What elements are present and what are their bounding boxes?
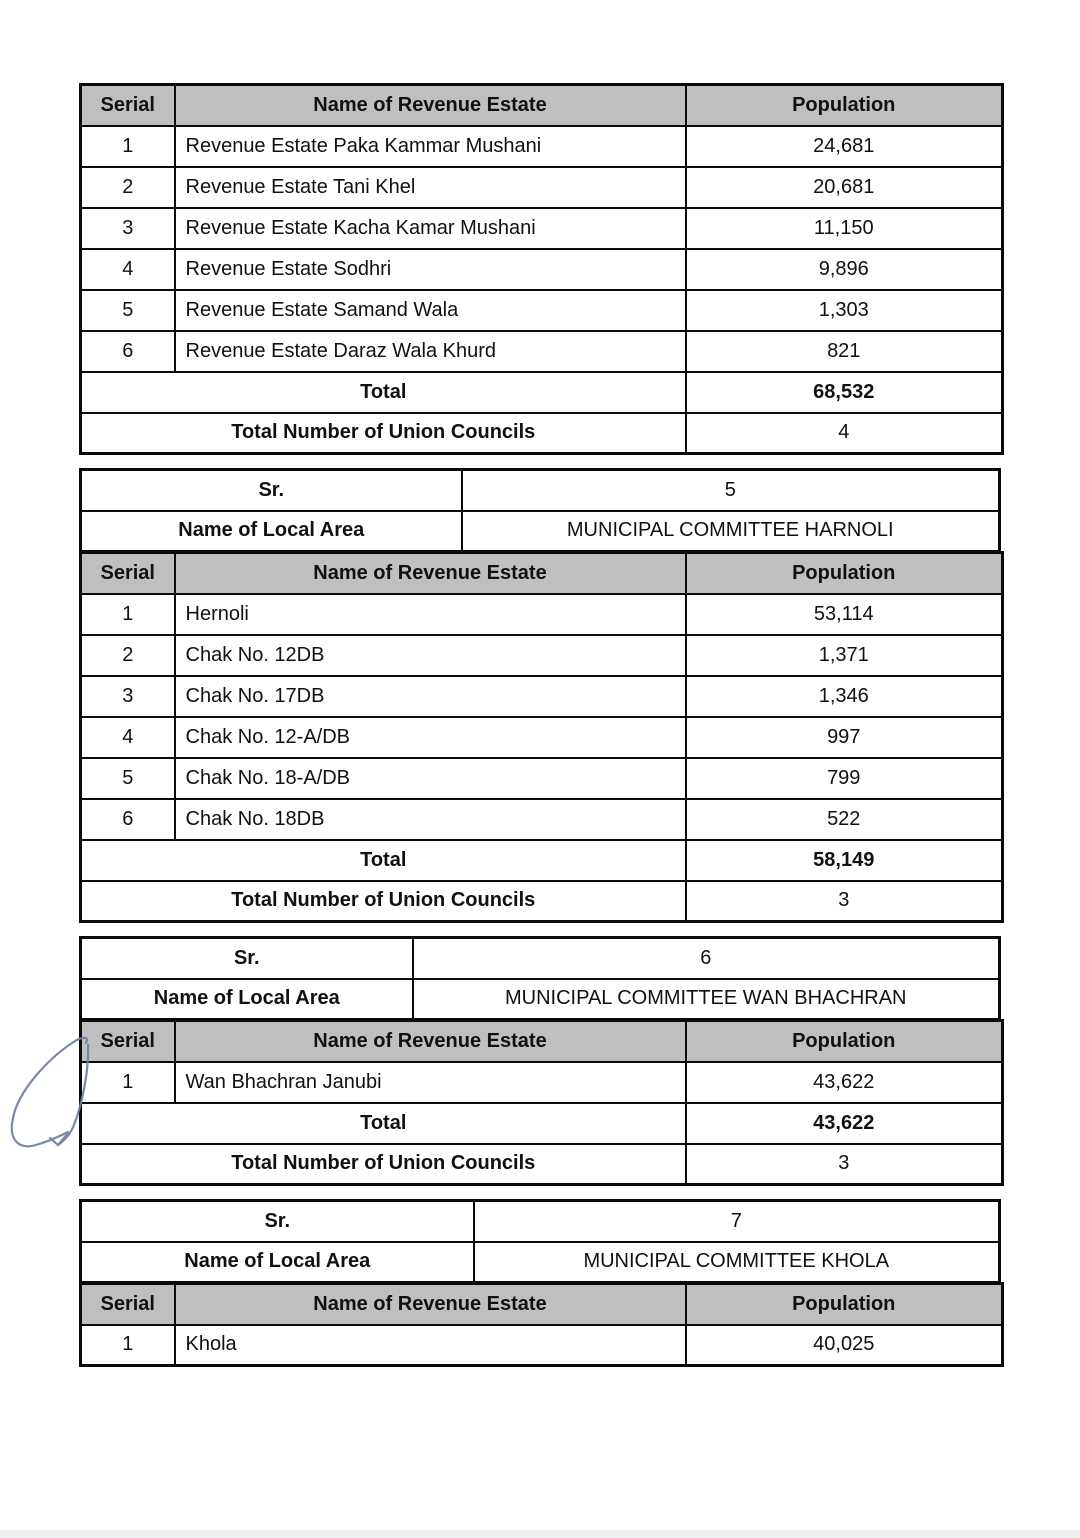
revenue-estate-header: Name of Revenue Estate <box>175 1021 686 1062</box>
union-councils-value-cell: 4 <box>686 413 1003 454</box>
serial-header: Serial <box>81 1021 175 1062</box>
local-area-header-table-3 <box>79 936 1001 1021</box>
population-cell: 9,896 <box>686 249 1003 290</box>
local-area-label-cell: Name of Local Area <box>81 979 413 1020</box>
serial-cell: 4 <box>81 717 175 758</box>
population-cell: 1,346 <box>686 676 1003 717</box>
union-councils-label-cell: Total Number of Union Councils <box>81 413 686 454</box>
local-area-header-table-4 <box>79 1199 1001 1284</box>
population-cell: 20,681 <box>686 167 1003 208</box>
total-value-cell: 43,622 <box>686 1103 1003 1144</box>
table-header-row <box>81 1284 1003 1325</box>
table-row <box>81 758 1003 799</box>
local-area-value-cell: MUNICIPAL COMMITTEE KHOLA <box>474 1242 1000 1283</box>
serial-cell: 1 <box>81 126 175 167</box>
estate-name-cell: Revenue Estate Daraz Wala Khurd <box>175 331 686 372</box>
page-bottom-strip <box>0 1530 1080 1538</box>
local-area-row <box>81 1242 1000 1283</box>
serial-cell: 2 <box>81 635 175 676</box>
sr-value-cell: 5 <box>462 470 1000 511</box>
population-cell: 799 <box>686 758 1003 799</box>
local-area-row <box>81 979 1000 1020</box>
total-value-cell: 68,532 <box>686 372 1003 413</box>
serial-header: Serial <box>81 85 175 126</box>
table-group-1 <box>79 83 1001 455</box>
population-cell: 522 <box>686 799 1003 840</box>
table-row <box>81 717 1003 758</box>
table-row <box>81 290 1003 331</box>
serial-header: Serial <box>81 553 175 594</box>
estate-name-cell: Revenue Estate Samand Wala <box>175 290 686 331</box>
serial-cell: 4 <box>81 249 175 290</box>
local-area-label-cell: Name of Local Area <box>81 511 462 552</box>
total-label-cell: Total <box>81 840 686 881</box>
table-row <box>81 635 1003 676</box>
serial-cell: 5 <box>81 758 175 799</box>
revenue-table-4 <box>79 1282 1004 1367</box>
population-cell: 11,150 <box>686 208 1003 249</box>
population-header: Population <box>686 1284 1003 1325</box>
population-cell: 1,303 <box>686 290 1003 331</box>
serial-header: Serial <box>81 1284 175 1325</box>
serial-cell: 3 <box>81 208 175 249</box>
estate-name-cell: Revenue Estate Tani Khel <box>175 167 686 208</box>
local-area-value-cell: MUNICIPAL COMMITTEE WAN BHACHRAN <box>413 979 1000 1020</box>
table-group-2 <box>79 468 1001 923</box>
table-row <box>81 249 1003 290</box>
union-councils-label-cell: Total Number of Union Councils <box>81 1144 686 1185</box>
serial-cell: 5 <box>81 290 175 331</box>
union-councils-row <box>81 1144 1003 1185</box>
revenue-table-3 <box>79 1019 1004 1186</box>
population-cell: 997 <box>686 717 1003 758</box>
table-group-3 <box>79 936 1001 1186</box>
revenue-estate-header: Name of Revenue Estate <box>175 85 686 126</box>
population-cell: 1,371 <box>686 635 1003 676</box>
revenue-table-1 <box>79 83 1004 455</box>
estate-name-cell: Chak No. 18-A/DB <box>175 758 686 799</box>
local-area-label-cell: Name of Local Area <box>81 1242 474 1283</box>
table-header-row <box>81 85 1003 126</box>
estate-name-cell: Hernoli <box>175 594 686 635</box>
estate-name-cell: Chak No. 12DB <box>175 635 686 676</box>
total-row <box>81 372 1003 413</box>
estate-name-cell: Revenue Estate Kacha Kamar Mushani <box>175 208 686 249</box>
local-area-value-cell: MUNICIPAL COMMITTEE HARNOLI <box>462 511 1000 552</box>
table-row <box>81 1325 1003 1366</box>
serial-cell: 6 <box>81 331 175 372</box>
tables-column <box>79 86 1001 1380</box>
sr-label-cell: Sr. <box>81 470 462 511</box>
population-cell: 53,114 <box>686 594 1003 635</box>
sr-row <box>81 470 1000 511</box>
total-row <box>81 840 1003 881</box>
total-value-cell: 58,149 <box>686 840 1003 881</box>
estate-name-cell: Wan Bhachran Janubi <box>175 1062 686 1103</box>
union-councils-label-cell: Total Number of Union Councils <box>81 881 686 922</box>
population-cell: 821 <box>686 331 1003 372</box>
revenue-estate-header: Name of Revenue Estate <box>175 553 686 594</box>
sr-label-cell: Sr. <box>81 1201 474 1242</box>
table-row <box>81 799 1003 840</box>
table-row <box>81 676 1003 717</box>
sr-row <box>81 1201 1000 1242</box>
serial-cell: 3 <box>81 676 175 717</box>
population-cell: 40,025 <box>686 1325 1003 1366</box>
population-cell: 24,681 <box>686 126 1003 167</box>
estate-name-cell: Revenue Estate Sodhri <box>175 249 686 290</box>
total-row <box>81 1103 1003 1144</box>
estate-name-cell: Revenue Estate Paka Kammar Mushani <box>175 126 686 167</box>
population-header: Population <box>686 85 1003 126</box>
table-row <box>81 208 1003 249</box>
sr-row <box>81 938 1000 979</box>
table-row <box>81 594 1003 635</box>
table-row <box>81 167 1003 208</box>
table-row <box>81 126 1003 167</box>
union-councils-row <box>81 881 1003 922</box>
table-header-row <box>81 553 1003 594</box>
union-councils-value-cell: 3 <box>686 1144 1003 1185</box>
population-header: Population <box>686 553 1003 594</box>
union-councils-row <box>81 413 1003 454</box>
estate-name-cell: Chak No. 12-A/DB <box>175 717 686 758</box>
estate-name-cell: Khola <box>175 1325 686 1366</box>
table-header-row <box>81 1021 1003 1062</box>
sr-label-cell: Sr. <box>81 938 413 979</box>
revenue-estate-header: Name of Revenue Estate <box>175 1284 686 1325</box>
union-councils-value-cell: 3 <box>686 881 1003 922</box>
total-label-cell: Total <box>81 1103 686 1144</box>
table-group-4 <box>79 1199 1001 1367</box>
total-label-cell: Total <box>81 372 686 413</box>
revenue-table-2 <box>79 551 1004 923</box>
table-row <box>81 1062 1003 1103</box>
serial-cell: 2 <box>81 167 175 208</box>
serial-cell: 1 <box>81 594 175 635</box>
sr-value-cell: 6 <box>413 938 1000 979</box>
estate-name-cell: Chak No. 18DB <box>175 799 686 840</box>
serial-cell: 6 <box>81 799 175 840</box>
serial-cell: 1 <box>81 1062 175 1103</box>
population-header: Population <box>686 1021 1003 1062</box>
estate-name-cell: Chak No. 17DB <box>175 676 686 717</box>
sr-value-cell: 7 <box>474 1201 1000 1242</box>
table-row <box>81 331 1003 372</box>
population-cell: 43,622 <box>686 1062 1003 1103</box>
local-area-header-table-2 <box>79 468 1001 553</box>
serial-cell: 1 <box>81 1325 175 1366</box>
local-area-row <box>81 511 1000 552</box>
